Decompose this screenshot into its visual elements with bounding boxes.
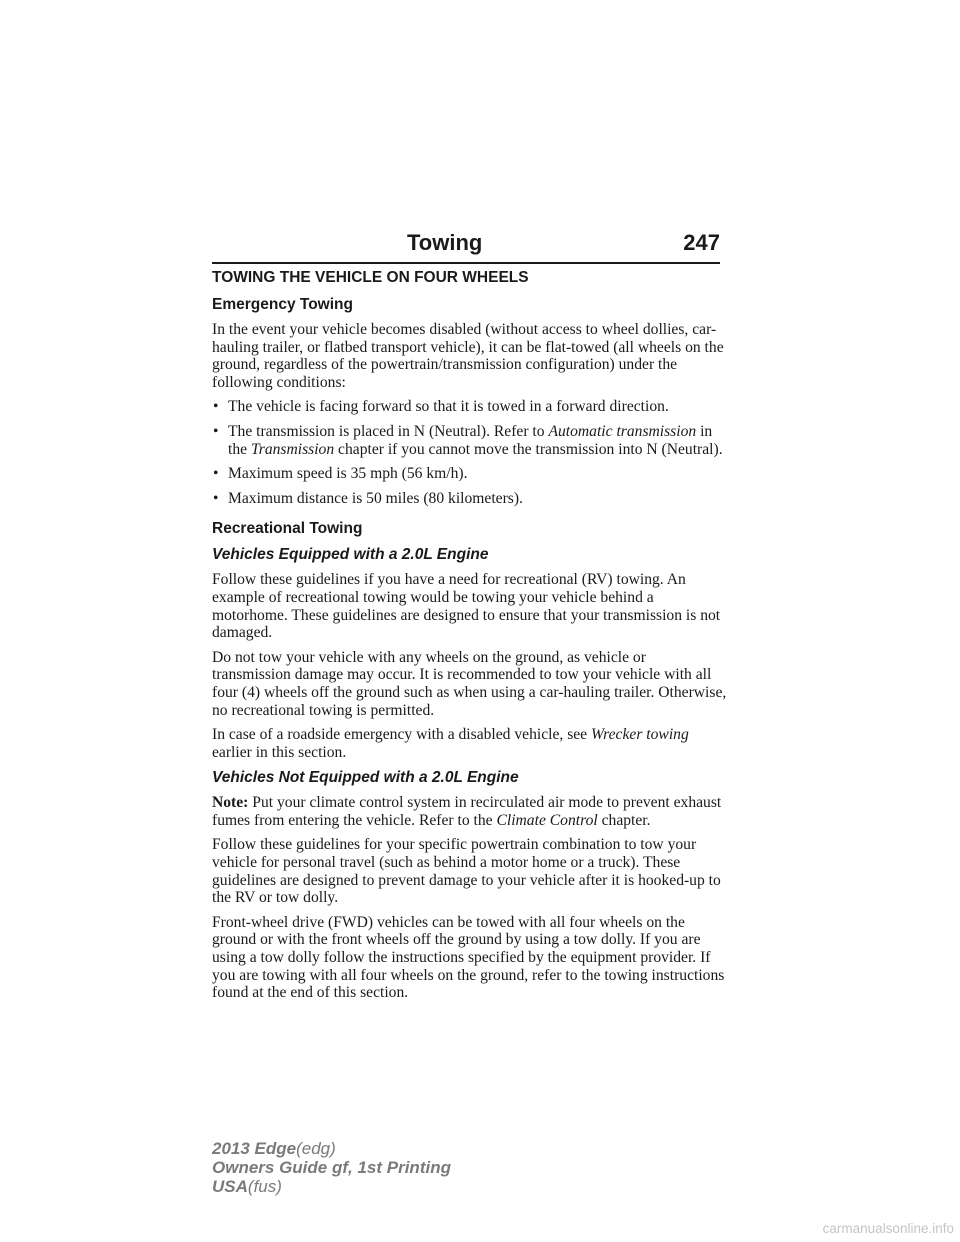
not-equipped-paragraph-2: Front-wheel drive (FWD) vehicles can be towed with all four wheels on the ground or with the front wheels off the ground by using a tow dolly. If you are using a tow dolly follow the instructions specified by the equipment provider. If you are towing with all four wheels on the ground, refer to the towing instructions found at the end of this section. — [212, 913, 725, 1002]
list-item-text: Maximum speed is 35 mph (56 km/h). — [228, 465, 468, 483]
list-item — [212, 423, 728, 458]
note-paragraph — [212, 794, 728, 829]
list-item — [212, 398, 728, 416]
page-header — [212, 228, 720, 264]
cross-reference-automatic-transmission: Automatic transmission — [548, 422, 697, 440]
page-content — [212, 268, 728, 1009]
list-item-text: in the — [228, 422, 713, 458]
list-item-text: chapter if you cannot move the transmission into N (Neutral). — [334, 440, 723, 458]
watermark: carmanualsonline.info — [822, 1221, 954, 1236]
not-equipped-2-0l-heading: Vehicles Not Equipped with a 2.0L Engine — [212, 769, 519, 787]
list-item-text: The vehicle is facing forward so that it is towed in a forward direction. — [228, 398, 669, 416]
footer-market-code: (fus) — [247, 1177, 282, 1196]
emergency-towing-intro: In the event your vehicle becomes disabled (without access to wheel dollies, car-hauling trailer, or flatbed transport vehicle), it can be flat-towed (all wheels on the ground, regardless of the powertrain/transmission configuration) under the following conditions: — [212, 321, 724, 391]
paragraph-text: In case of a roadside emergency with a disabled vehicle, see — [212, 726, 592, 744]
conditions-list — [212, 398, 728, 507]
equipped-paragraph-3 — [212, 726, 728, 761]
footer-line-1 — [212, 1139, 451, 1158]
note-text: Put your climate control system in recirculated air mode to prevent exhaust fumes from entering the vehicle. Refer to the — [212, 794, 722, 829]
header-title: Towing — [407, 230, 483, 255]
list-item-text: The transmission is placed in N (Neutral). Refer to — [228, 422, 549, 440]
list-item — [212, 490, 728, 508]
equipped-paragraph-2: Do not tow your vehicle with any wheels on the ground, as vehicle or transmission damage may occur. It is recommended to tow your vehicle with all four (4) wheels off the ground such as when using a car-hauling trailer. Otherwise, no recreational towing is permitted. — [212, 648, 727, 719]
emergency-towing-heading: Emergency Towing — [212, 296, 353, 313]
equipped-2-0l-heading: Vehicles Equipped with a 2.0L Engine — [212, 546, 489, 564]
list-item — [212, 465, 728, 483]
section-title: TOWING THE VEHICLE ON FOUR WHEELS — [212, 269, 529, 286]
bullet-icon: • — [213, 422, 219, 440]
footer-line-2: Owners Guide gf, 1st Printing — [212, 1158, 451, 1177]
recreational-towing-heading: Recreational Towing — [212, 520, 363, 538]
page-number: 247 — [683, 230, 720, 255]
equipped-paragraph-1: Follow these guidelines if you have a need for recreational (RV) towing. An example of recreational towing would be towing your vehicle behind a motorhome. These guidelines are designed to ensure that your transmission is not damaged. — [212, 571, 721, 642]
paragraph-text: earlier in this section. — [212, 743, 347, 761]
bullet-icon: • — [213, 489, 219, 507]
note-text: chapter. — [597, 811, 651, 829]
cross-reference-wrecker-towing: Wrecker towing — [591, 726, 689, 744]
page-footer — [212, 1139, 451, 1196]
bullet-icon: • — [213, 398, 219, 416]
footer-model-code: (edg) — [296, 1139, 336, 1158]
footer-market: USA — [212, 1177, 248, 1196]
cross-reference-climate-control: Climate Control — [496, 811, 598, 829]
list-item-text: Maximum distance is 50 miles (80 kilometers). — [228, 489, 523, 507]
bullet-icon: • — [213, 465, 219, 483]
footer-model: 2013 Edge — [212, 1139, 297, 1158]
not-equipped-paragraph-1: Follow these guidelines for your specific powertrain combination to tow your vehicle for personal travel (such as behind a motor home or a truck). These guidelines are designed to prevent damage to your vehicle after it is hooked-up to the RV or tow dolly. — [212, 836, 721, 907]
cross-reference-transmission-chapter: Transmission — [250, 440, 335, 458]
note-label: Note: — [212, 794, 249, 812]
footer-line-3 — [212, 1177, 451, 1196]
